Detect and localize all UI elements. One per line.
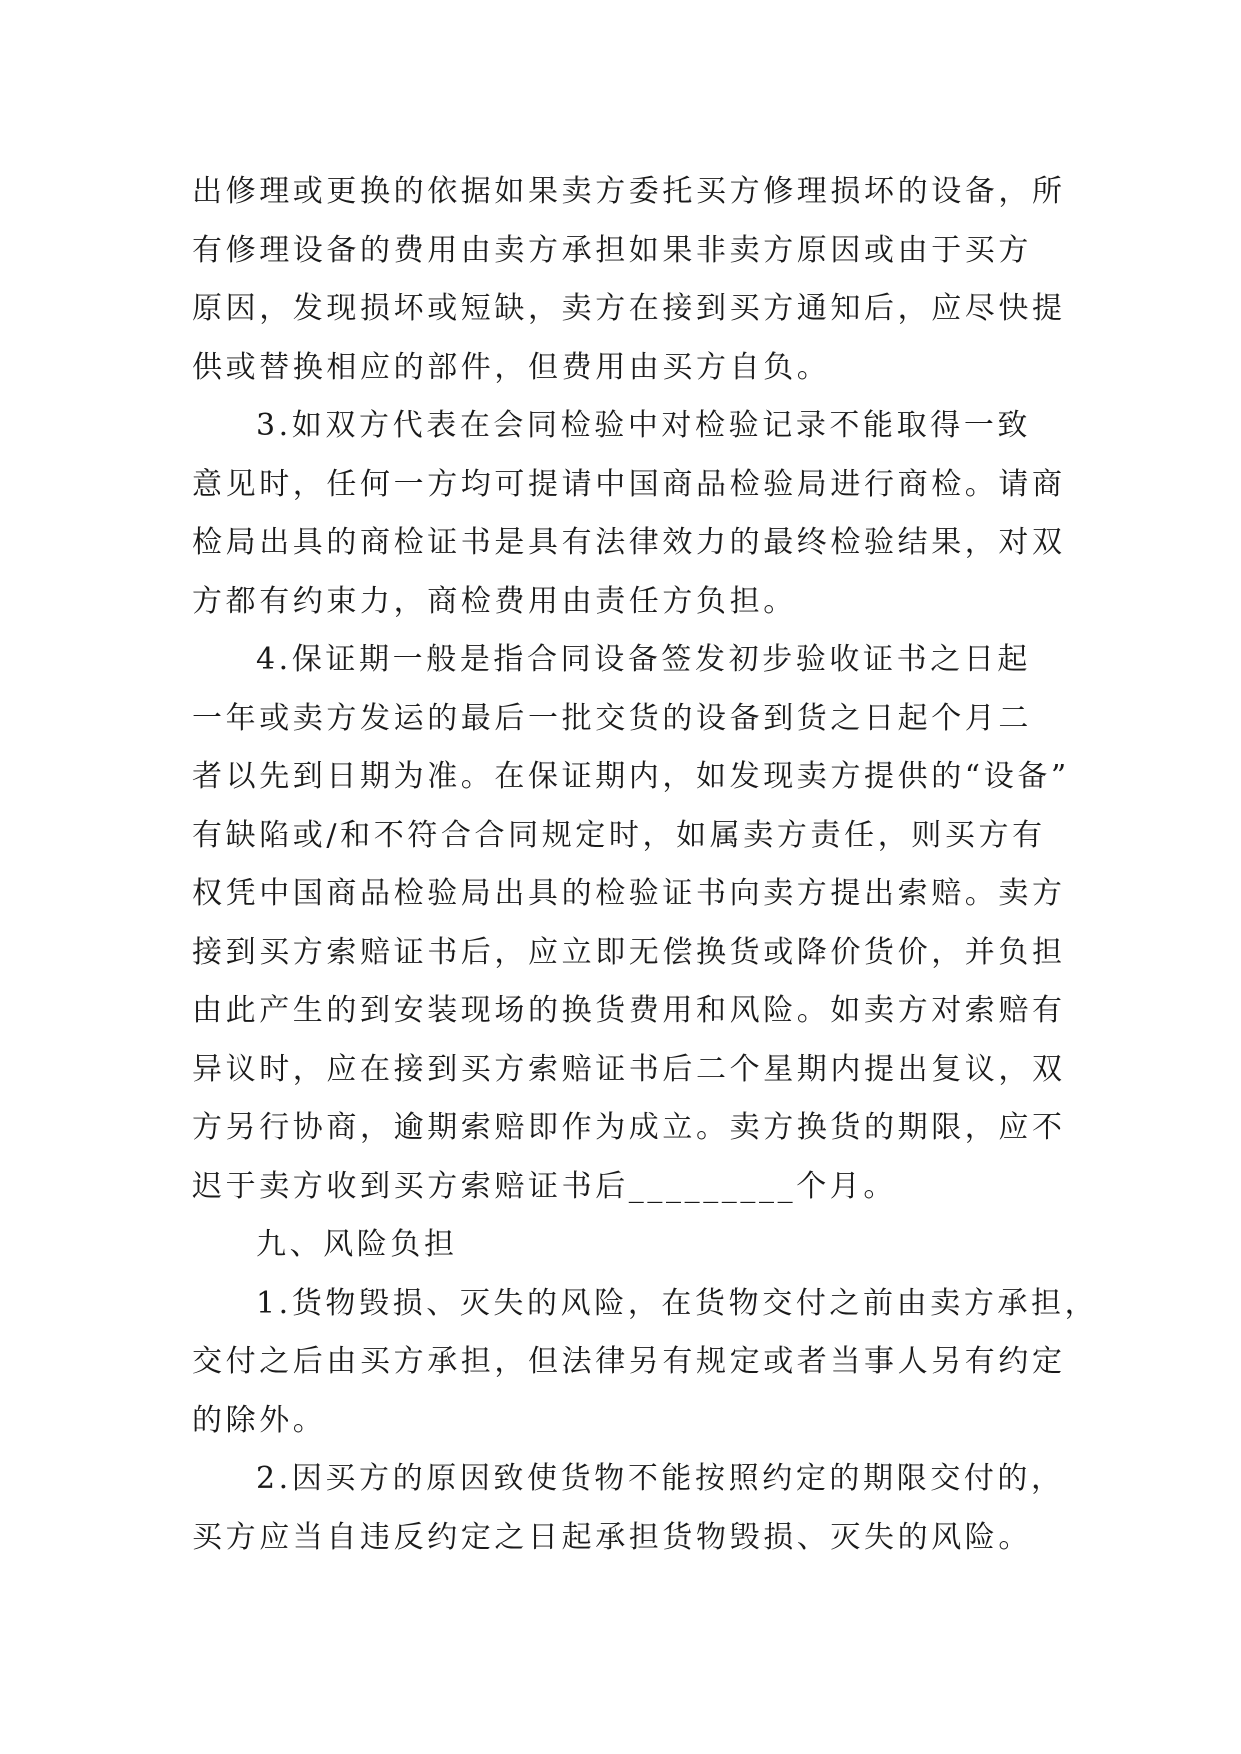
text-line: 一年或卖方发运的最后一批交货的设备到货之日起个月二 [192, 700, 1032, 736]
text-line: 有缺陷或/和不符合合同规定时，如属卖方责任，则买方有 [192, 817, 1046, 853]
document-body [192, 163, 1099, 1567]
clause-3-first-line: 3.如双方代表在会同检验中对检验记录不能取得一致 [256, 408, 1032, 443]
text-line: 有修理设备的费用由卖方承担如果非卖方原因或由于买方 [192, 232, 1032, 268]
text-line: 的除外。 [192, 1402, 327, 1438]
text-line: 迟于卖方收到买方索赔证书后_________个月。 [192, 1168, 897, 1204]
risk-clause-1-first-line: 1.货物毁损、灭失的风险，在货物交付之前由卖方承担， [256, 1285, 1099, 1321]
text-line: 交付之后由买方承担，但法律另有规定或者当事人另有约定 [192, 1344, 1066, 1379]
text-line: 供或替换相应的部件，但费用由买方自负。 [192, 349, 831, 385]
risk-clause-2-first-line: 2.因买方的原因致使货物不能按照约定的期限交付的， [256, 1461, 1065, 1496]
text-line: 买方应当自违反约定之日起承担货物毁损、灭失的风险。 [192, 1519, 1032, 1555]
clause-4-first-line: 4.保证期一般是指合同设备签发初步验收证书之日起 [256, 642, 1032, 677]
text-line: 原因，发现损坏或短缺，卖方在接到买方通知后，应尽快提 [192, 291, 1066, 326]
text-line: 方另行协商，逾期索赔即作为成立。卖方换货的期限，应不 [192, 1110, 1066, 1145]
text-line: 由此产生的到安装现场的换货费用和风险。如卖方对索赔有 [192, 993, 1066, 1028]
section-heading-risk: 九、风险负担 [256, 1227, 458, 1262]
text-line: 异议时，应在接到买方索赔证书后二个星期内提出复议，双 [192, 1051, 1066, 1087]
text-line: 意见时，任何一方均可提请中国商品检验局进行商检。请商 [192, 466, 1066, 502]
text-line: 者以先到日期为准。在保证期内，如发现卖方提供的“设备” [192, 759, 1070, 794]
text-line: 出修理或更换的依据如果卖方委托买方修理损坏的设备，所 [192, 174, 1066, 209]
text-line: 检局出具的商检证书是具有法律效力的最终检验结果，对双 [192, 525, 1066, 560]
text-line: 接到买方索赔证书后，应立即无偿换货或降价货价，并负担 [192, 934, 1066, 970]
text-line: 方都有约束力，商检费用由责任方负担。 [192, 583, 797, 619]
text-line: 权凭中国商品检验局出具的检验证书向卖方提出索赔。卖方 [192, 876, 1066, 911]
